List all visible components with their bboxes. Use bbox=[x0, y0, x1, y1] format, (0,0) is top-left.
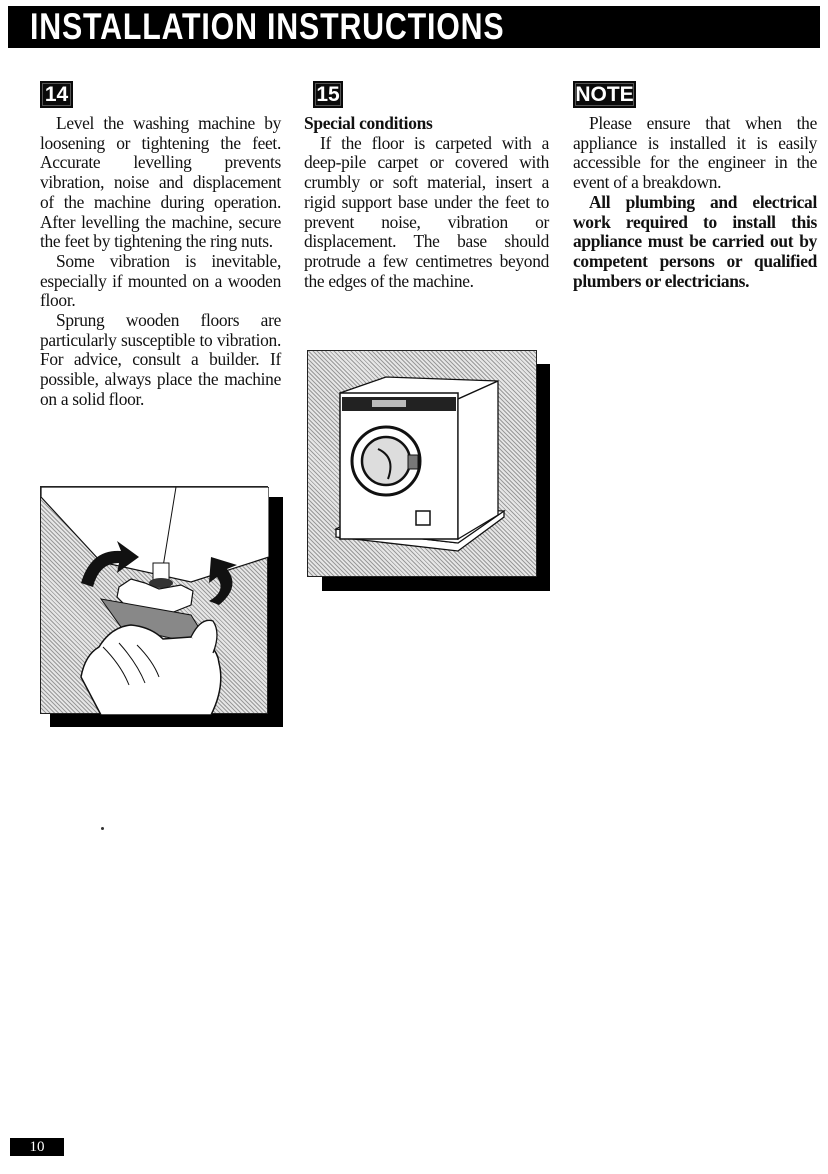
note-text bbox=[573, 114, 817, 291]
section-14-paragraph: Sprung wooden floors are particularly susceptible to vibration. For advice, consult a builder. If possible, always place the machine on a solid floor. bbox=[40, 310, 281, 409]
section-15-badge bbox=[313, 81, 343, 108]
figure-levelling-foot bbox=[40, 486, 268, 714]
note-label: NOTE bbox=[575, 83, 634, 106]
page-number: 10 bbox=[10, 1138, 64, 1156]
section-14-paragraph: Level the washing machine by loosening or tightening the feet. Accurate levelling prevents vibration, noise and displacement of the machine during operation. After levelling the machine, secure the feet by tightening the ring nuts. bbox=[40, 113, 281, 252]
levelling-foot-illustration bbox=[41, 487, 269, 715]
rotate-right-arrow-icon bbox=[209, 557, 237, 605]
page-title: INSTALLATION INSTRUCTIONS bbox=[30, 6, 505, 47]
figure-washing-machine-base bbox=[307, 350, 537, 577]
section-15-text bbox=[304, 114, 549, 291]
section-14-number: 14 bbox=[44, 83, 69, 106]
section-14-badge bbox=[40, 81, 73, 108]
section-15-paragraph: If the floor is carpeted with a deep-pile carpet or covered with crumbly or soft material, insert a rigid support base under the feet to prevent noise, vibration or displacement. The base should protrude a few centimetres beyond the edges of the machine. bbox=[304, 132, 549, 291]
note-warning: All plumbing and electrical work required to install this appliance must be carried out by competent persons or qualified plumbers or electricians. bbox=[573, 191, 817, 291]
note-badge bbox=[573, 81, 636, 108]
section-15-heading: Special conditions bbox=[304, 113, 433, 133]
section-15-number: 15 bbox=[316, 83, 340, 106]
section-14-paragraph: Some vibration is inevitable, especially if mounted on a wooden floor. bbox=[40, 250, 281, 311]
note-paragraph: Please ensure that when the appliance is installed it is easily accessible for the engineer in the event of a breakdown. bbox=[573, 113, 817, 193]
section-14-text bbox=[40, 114, 281, 410]
washing-machine-illustration bbox=[308, 351, 538, 578]
stray-dot bbox=[101, 827, 104, 830]
page-header-banner bbox=[8, 6, 820, 48]
